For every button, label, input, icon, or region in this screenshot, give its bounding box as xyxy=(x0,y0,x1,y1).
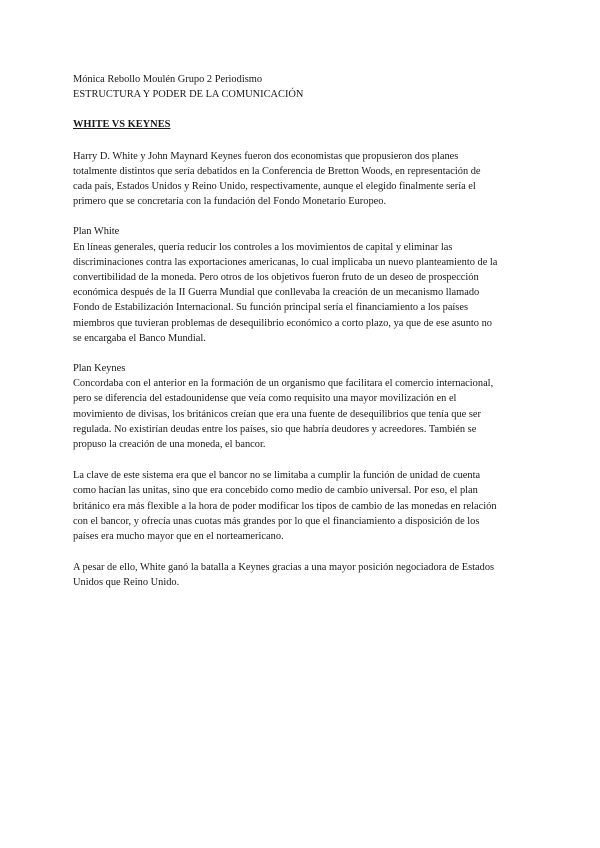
section-plan-white xyxy=(73,224,533,346)
paragraph-line: Concordaba con el anterior en la formación de un organismo que facilitara el comercio internacional, xyxy=(73,378,494,390)
paragraph-line: británico era más flexible a la hora de poder modificar los tipos de cambio de las monedas en relación xyxy=(73,500,497,512)
paragraph-line: movimiento de divisas, los británicos creían que era una fuente de desequilibrios que tenía que ser xyxy=(73,408,481,420)
paragraph-line: convertibilidad de la moneda. Pero otros de los objetivos fueron fruto de un deseo de prospección xyxy=(73,272,479,284)
paragraph-line: primero que se concretaría con la fundación del Fondo Monetario Europeo. xyxy=(73,196,387,208)
document-title: WHITE VS KEYNES xyxy=(73,119,171,131)
paragraph-line: propuso la creación de una moneda, el bancor. xyxy=(73,439,266,451)
paragraph-line: A pesar de ello, White ganó la batalla a Keynes gracias a una mayor posición negociadora de Estados xyxy=(73,562,495,574)
bancor-paragraph xyxy=(73,468,533,544)
section-heading: Plan White xyxy=(73,226,120,238)
course-line: ESTRUCTURA Y PODER DE LA COMUNICACIÓN xyxy=(73,89,304,101)
paragraph-line: regulada. No existirían deudas entre los países, sio que habría deudores y acreedores. También se xyxy=(73,423,477,435)
paragraph-line: La clave de este sistema era que el bancor no se limitaba a cumplir la función de unidad de cuenta xyxy=(73,470,481,482)
paragraph-line: con el bancor, y ofrecía unas cuotas más grandes por lo que el financiamiento a disposición de los xyxy=(73,515,480,527)
paragraph-line: miembros que tuvieran problemas de desequilibrio económico a corto plazo, ya que de ese asunto no xyxy=(73,317,492,329)
paragraph-line: se encargaba el Banco Mundial. xyxy=(73,332,206,344)
paragraph-line: económica después de la II Guerra Mundial que conllevaba la creación de un mecanismo llamado xyxy=(73,287,480,299)
section-plan-keynes xyxy=(73,361,533,452)
paragraph-line: En líneas generales, quería reducir los controles a los movimientos de capital y eliminar las xyxy=(73,241,453,253)
section-heading: Plan Keynes xyxy=(73,363,126,375)
paragraph-line: cada país, Estados Unidos y Reino Unido, respectivamente, aunque el elegido finalmente sería el xyxy=(73,181,476,193)
document-page xyxy=(73,72,533,591)
paragraph-line: Fondo de Estabilización Internacional. Su función principal sería el financiamiento a los países xyxy=(73,302,469,314)
paragraph-line: totalmente distintos que sería debatidos en la Conferencia de Bretton Woods, en representación de xyxy=(73,165,481,177)
paragraph-line: países era mucho mayor que en el norteamericano. xyxy=(73,531,284,543)
paragraph-line: discriminaciones contra las exportaciones americanas, lo cual implicaba un nuevo planteamiento de la xyxy=(73,256,498,268)
document-header xyxy=(73,72,533,102)
paragraph-line: Harry D. White y John Maynard Keynes fueron dos economistas que propusieron dos planes xyxy=(73,150,459,162)
paragraph-line: Unidos que Reino Unido. xyxy=(73,577,180,589)
conclusion-paragraph xyxy=(73,560,533,590)
paragraph-line: pero se diferencia del estadounidense que veía como requisito una mayor movilización en el xyxy=(73,393,457,405)
intro-paragraph xyxy=(73,149,533,210)
author-line: Mónica Rebollo Moulén Grupo 2 Periodismo xyxy=(73,74,263,85)
paragraph-line: como hacían las unitas, sino que era concebido como medio de cambio universal. Por eso, el plan xyxy=(73,485,478,497)
